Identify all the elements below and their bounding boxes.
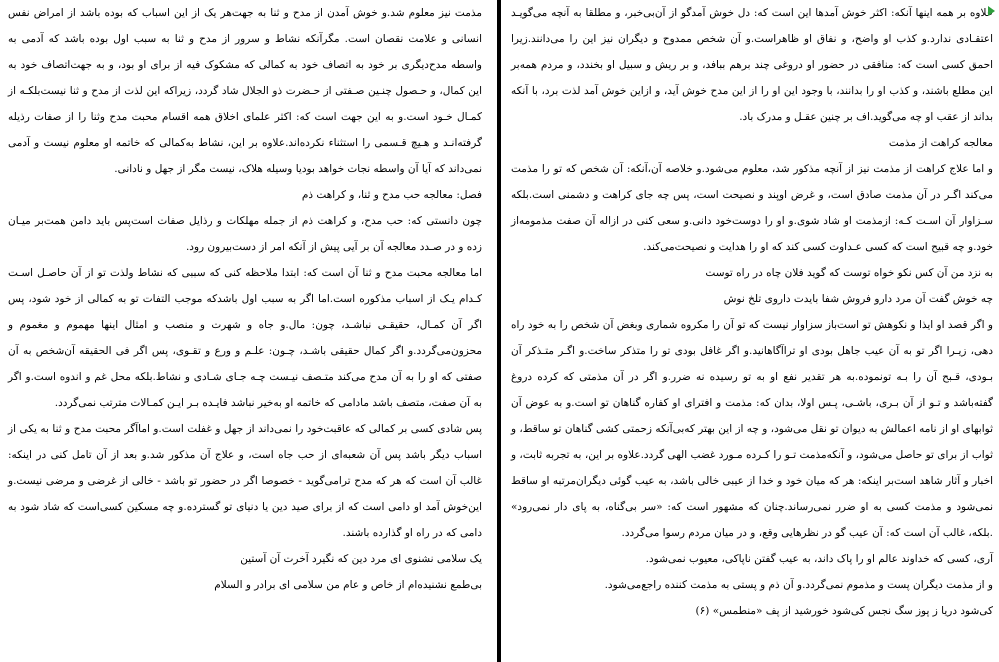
paragraph: پس شادی کسی بر کمالی که عاقبت‌خود را نمی‌داند از جهل و غفلت است.و اماآگر محبت مدح و ثنا به یکی از اسباب دیگر باشد پس آن شعبه‌ای از حب جاه است، و علاج آن مذکور شد.و بعد از آن تامل کنی در اینکه: غالب آن است که هر که مدح ترامی‌گوید - خصوصا اگر در حضور تو باشد - خالی از غرضی و مرضی نیست.و این‌خوش آمد او دامی است که از برای صید دین یا دنیای تو گسترده.و چه مسکین کسی‌است که شاد شود به دامی که در راه او گذارده باشند. [8,423,482,539]
paragraph: و از مذمت دیگران پست و مذموم نمی‌گردد.و آن ذم و پستی به مذمت کننده راجع‌می‌شود. [604,579,993,591]
right-text-column [505,0,999,662]
column-divider [497,0,501,662]
left-text-column [0,0,492,662]
paragraph: علاوه بر همه اینها آنکه: اکثر خوش آمدها این است که: دل خوش آمدگو از آن‌بی‌خبر، و مطلقا به آنچه می‌گویـد اعتقـادی ندارد.و کذب او واضح، و نفاق او ظاهراست.و آن شخص ممدوح و دیگران نیز این را می‌دانند.زیرا احمق کسی است که: منافقی در حضور او دروغی چند برهم ببافد، و بر ریش و سبیل او بخندد، و مردم همه‌بر این مطلع باشند، و کذب او را بدانند، با وجود این او را از این مدح خوش آید، و ازاین خوش آمد لذت برد، با آنکه بداند از عقب او چه می‌گوید.اف بر چنین عقـل و مدرک باد. [511,7,993,123]
section-heading: فصل: معالجه حب مدح و ثنا، و کراهت ذم [301,189,482,201]
verse-line: به نزد من آن کس نکو خواه توست که گوید فلان چاه در راه توست [705,267,993,279]
section-heading: معالجه کراهت از مذمت [888,137,993,149]
bookmark-marker-icon [988,6,995,16]
verse-line: بی‌طمع نشنیده‌ام از خاص و عام من سلامی ای برادر و السلام [214,579,482,591]
paragraph: و اما علاج کراهت از مذمت نیز از آنچه مذکور شد، معلوم می‌شود.و خلاصه آن،آنکه: آن شخص که تو را مذمت می‌کند اگـر در آن مذمت صادق است، و غرض اوپند و نصیحت است، پس چه جای کراهت و دشمنی است.بلکه سـزاوار آن اسـت کـه: ازمذمت او شاد شوی.و او را دوست‌خود دانی.و سعی کنی در ازاله آن صفت مذمومه‌از خود.و چه قبیح است که کسی عـداوت کسی کند که او را هدایت و نصیحت‌می‌کند. [511,163,993,253]
paragraph: مذمت نیز معلوم شد.و خوش آمدن از مدح و ثنا به جهت‌هر یک از این اسباب که بوده باشد از امراض نفس انسانی و علامت نقصان است. مگرآنکه نشاط و سرور از مدح و ثنا به سبب اول بوده باشد که آدمی به واسطه مدح‌دیگری بر خود به اتصاف خود به کمالی که مشکوک فیه از برای او بود، و به جهت‌اتصاف خود به این کمال، و حـصول چنـین صـفتی از حـضرت ذو الجلال شاد گردد، زیراکه این لذت از مدح و ثنا نیست‌بلکـه از کمـال خـود است.و به این جهت است که: اکثر علمای اخلاق همه اقسام محبت مدح وثنا را از صفات رذیله گرفته‌انـد و هـیچ قـسمی را استثناء نکرده‌اند.علاوه بر این، نشاط به‌کمالی که خاتمه او معلوم نیست و آدمی نمی‌داند که آیا آن واسطه نجات خواهد بودیا وسیله هلاک، نیست مگر از جهل و نادانی. [8,7,482,175]
paragraph: اما معالجه محبت مدح و ثنا آن است که: ابتدا ملاحظه کنی که سببی که نشاط ولذت تو از آن حاصـل اسـت کـدام یـک از اسباب مذکوره است.اما اگر به سبب اول باشدکه موجب التفات تو به کمالی از خود شود، پس اگر آن کمـال، حقیقـی نباشـد، چون: مال.و جاه و شهرت و منصب و امثال اینها مهموم و مغموم و محزون‌می‌گردد.و اگر کمال حقیقی باشـد، چـون: علـم و ورع و تقـوی، پس اگر فی الحقیقه آن‌شخص به آن صفتی که او را به آن مدح می‌کند متـصف نیـست چـه جـای شـادی و نشاط.بلکه محل غم و اندوه است.و اگر به آن صفت، متصف باشد مادامی که خاتمه او به‌خیر نباشد فایـده بـر ایـن کمـالات مترتب نمی‌گردد. [8,267,482,409]
verse-line: کی‌شود دریا ز پوز سگ نجس کی‌شود خورشید از پف «منطمس» (۶) [695,605,993,617]
paragraph: و اگر قصد او ایذا و نکوهش تو است‌باز سزاوار نیست که تو آن را مکروه شماری وبغض آن شخص را به خود راه دهی، زیـرا اگر تو به آن عیب جاهل بودی او تراآگاهانید.و اگر غافل بودی تو را متذکر ساخت.و اگـر متـذکر آن بـودی، قـبح آن را بـه تونموده.به هر تقدیر نفع او به تو رسیده نه ضرر.و اگر در آن مذمتی که کرده دروغ گفته‌باشد و تـو از آن بـری، باشـی، پـس اولا، بدان که: مذمت و افترای او کفاره گناهان تو است.و به عوض آن ثوابهای او از نامه اعمالش به دیوان تو نقل می‌شود، و چه از این بهتر که‌بی‌آنکه زحمتی کشی گناهان تو ساقط، و ثواب از برای تو حاصل می‌شود، و آنکه‌مذمت تـو را کـرده مـورد غضب الهی گردد.علاوه بر این، به تجربه ثابت، و اخبار و آثار شاهد است‌بر اینکه: هر که میان خود و خدا از عیبی خالی باشد، به عیب گوئی دیگران‌مرتبه او ساقط نمی‌شود و مذمت کسی به او ضرر نمی‌رساند.چنان که مشهور است که: «سر بی‌گناه، به پای دار نمی‌رود» .بلکه، غالب آن است که: آن عیب گو در نظرهایی وقع، و در میان مردم رسوا می‌گردد. [511,319,993,539]
verse-line: چه خوش گفت آن مرد دارو فروش شفا بایدت داروی تلخ نوش [723,293,993,305]
verse-line: یک سلامی نشنوی ای مرد دین که نگیرد آخرت آن آستین [240,553,482,565]
paragraph: آری، کسی که خداوند عالم او را پاک داند، به عیب گفتن ناپاکی، معیوب نمی‌شود. [645,553,993,565]
paragraph: چون دانستی که: حب مدح، و کراهت ذم از جمله مهلکات و رذایل صفات است‌پس باید دامن همت‌بر میـان زده و در صـدد معالجه آن بر آیی پیش از آنکه امر از دست‌بیرون رود. [8,215,482,253]
